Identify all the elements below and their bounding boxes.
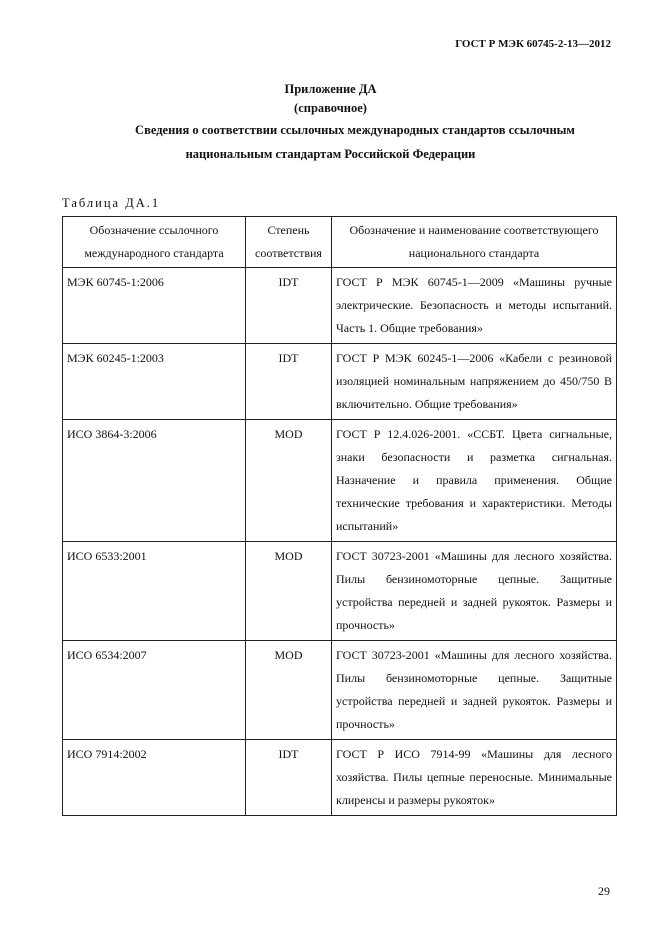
table-header-row xyxy=(63,217,617,268)
cell-intl-standard: ИСО 7914:2002 xyxy=(63,740,246,816)
cell-intl-standard: ИСО 6534:2007 xyxy=(63,641,246,740)
cell-intl-standard: МЭК 60245-1:2003 xyxy=(63,344,246,420)
appendix-heading-line-2: национальным стандартам Российской Федерации xyxy=(185,147,476,161)
appendix-heading-line-1: Сведения о соответствии ссылочных международных стандартов ссылочным xyxy=(135,123,575,137)
page-number: 29 xyxy=(598,884,610,898)
table-row xyxy=(63,344,617,420)
appendix-title: Приложение ДА xyxy=(284,82,377,96)
document-code: ГОСТ Р МЭК 60745-2-13—2012 xyxy=(455,38,611,50)
correspondence-table xyxy=(62,216,617,816)
cell-national-standard: ГОСТ Р 12.4.026-2001. «ССБТ. Цвета сигнальные, знаки безопасности и разметка сигнальная. Назначение и правила применения. Общие технические требования и характеристики. Методы испытаний» xyxy=(332,420,617,542)
column-header-intl: Обозначение ссылочного международного стандарта xyxy=(63,217,246,268)
cell-degree: IDT xyxy=(246,268,332,344)
cell-intl-standard: МЭК 60745-1:2006 xyxy=(63,268,246,344)
table-row xyxy=(63,641,617,740)
cell-degree: IDT xyxy=(246,344,332,420)
cell-national-standard: ГОСТ Р МЭК 60745-1—2009 «Машины ручные электрические. Безопасность и методы испытаний. Часть 1. Общие требования» xyxy=(332,268,617,344)
cell-national-standard: ГОСТ Р ИСО 7914-99 «Машины для лесного хозяйства. Пилы цепные переносные. Минимальные клиренсы и размеры рукояток» xyxy=(332,740,617,816)
table-row xyxy=(63,268,617,344)
cell-degree: IDT xyxy=(246,740,332,816)
table-row xyxy=(63,740,617,816)
appendix-subtitle: (справочное) xyxy=(294,101,367,115)
column-header-degree: Степень соответствия xyxy=(246,217,332,268)
table-caption: Таблица ДА.1 xyxy=(62,196,161,210)
cell-intl-standard: ИСО 6533:2001 xyxy=(63,542,246,641)
cell-intl-standard: ИСО 3864-3:2006 xyxy=(63,420,246,542)
cell-degree: MOD xyxy=(246,542,332,641)
table-row xyxy=(63,542,617,641)
column-header-national: Обозначение и наименование соответствующего национального стандарта xyxy=(332,217,617,268)
cell-degree: MOD xyxy=(246,420,332,542)
table-row xyxy=(63,420,617,542)
cell-degree: MOD xyxy=(246,641,332,740)
cell-national-standard: ГОСТ 30723-2001 «Машины для лесного хозяйства. Пилы бензиномоторные цепные. Защитные устройства передней и задней рукояток. Размеры и прочность» xyxy=(332,542,617,641)
cell-national-standard: ГОСТ Р МЭК 60245-1—2006 «Кабели с резиновой изоляцией номинальным напряжением до 450/750 В включительно. Общие требования» xyxy=(332,344,617,420)
cell-national-standard: ГОСТ 30723-2001 «Машины для лесного хозяйства. Пилы бензиномоторные цепные. Защитные устройства передней и задней рукояток. Размеры и прочность» xyxy=(332,641,617,740)
